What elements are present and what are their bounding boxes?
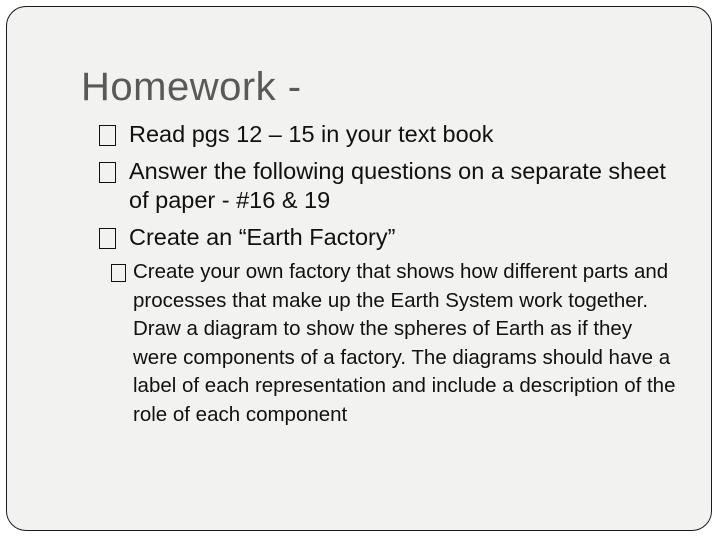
sub-bullet-item-factory-description (111, 258, 681, 430)
bullet-item-answer-questions (99, 157, 689, 215)
bullet-item-earth-factory (99, 223, 689, 252)
bullet-item-read-pages (99, 120, 689, 149)
bullet-box-icon (99, 157, 116, 190)
sub-bullet-box-icon (111, 258, 126, 291)
slide (6, 6, 712, 531)
bullet-box-icon (99, 120, 116, 153)
sub-bullet-text: Create your own factory that shows how different parts and processes that make up the Earth System work together. Draw a diagram to show the spheres of Earth as if they were components of a factory. The diagrams should have a label of each representation and include a description of the role of each component (133, 260, 676, 426)
bullet-text: Read pgs 12 – 15 in your text book (129, 121, 494, 147)
bullet-box-icon (99, 223, 116, 256)
slide-title: Homework - (81, 65, 302, 109)
bullet-text: Answer the following questions on a separate sheet of paper - #16 & 19 (129, 158, 666, 213)
bullet-text: Create an “Earth Factory” (129, 224, 396, 250)
bullet-list (99, 120, 689, 430)
